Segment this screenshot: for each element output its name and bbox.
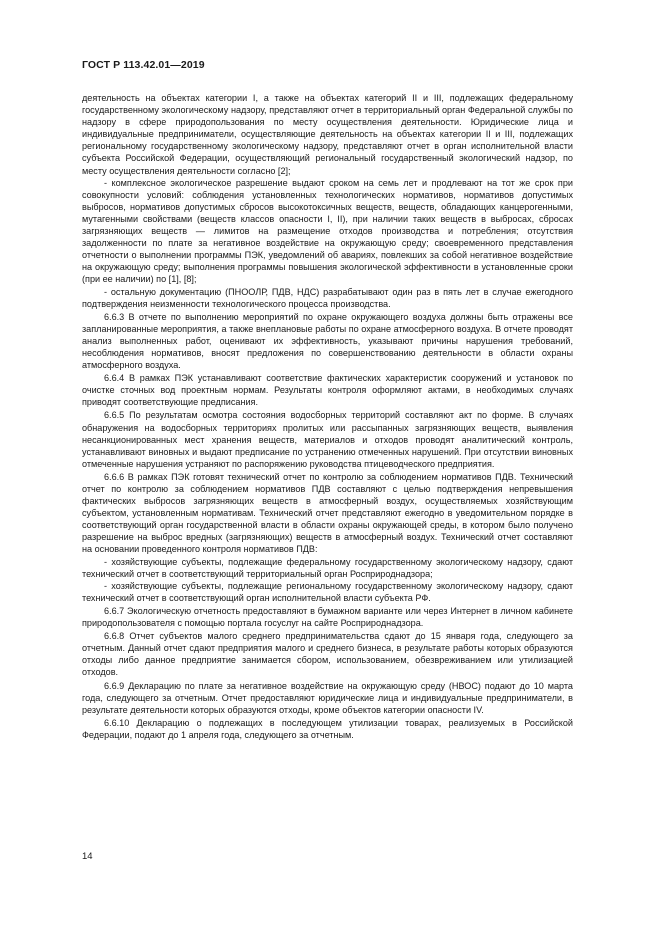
list-item-regional-subjects: - хозяйствующие субъекты, подлежащие региональному государственному экологическому надзору, сдают технический отчет в соответствующий орган исполнительной власти субъекта РФ. <box>82 580 573 603</box>
document-body <box>82 92 573 741</box>
clause-6-6-5: 6.6.5 По результатам осмотра состояния водосборных территорий составляют акт по форме. В случаях обнаружения на водосборных территориях пролитых или рассыпанных загрязняющих веществ, выявления несанкционированных мест хранения веществ, материалов и отходов проводят аналитический контроль, устанавливают виновных и выдают предписание по устранению отмеченных нарушений. При отсутствии виновных отмеченные нарушения устраняют по распоряжению руководства птицеводческого предприятия. <box>82 410 573 469</box>
clause-6-6-8: 6.6.8 Отчет субъектов малого среднего предпринимательства сдают до 15 января года, следующего за отчетным. Данный отчет сдают предприятия малого и среднего бизнеса, в результате работы которых образуются отходы либо данное предприятие занимается сбором, использованием, обезвреживанием или утилизацией отходов. <box>82 631 573 678</box>
list-item-other-docs: - остальную документацию (ПНООЛР, ПДВ, НДС) разрабатывают один раз в пять лет в случае ежегодного подтверждения неизменности технологического процесса производства. <box>82 286 573 309</box>
paragraph-continuation: деятельность на объектах категории I, а также на объектах категорий II и III, подлежащих федеральному государственному экологическому надзору, представляют отчет в территориальный орган Федеральной службы по надзору в сфере природопользования по месту осуществления деятельности. Юридические лица и индивидуальные предприниматели, осуществляющие деятельность на объектах категории II и III, подлежащих региональному государственному экологическому надзору, представляют отчет в орган исполнительной власти субъекта Российской Федерации, осуществляющий региональный государственный экологический надзор, по месту осуществления деятельности согласно [2]; <box>82 93 573 176</box>
list-item-complex-permit: - комплексное экологическое разрешение выдают сроком на семь лет и продлевают на тот же срок при совокупности условий: соблюдения установленных технологических нормативов, нормативов допустимых выбросов, нормативов допустимых сбросов высокотоксичных веществ, веществ, обладающих канцерогенными, мутагенными свойствами (веществ классов опасности I, II), при наличии таких веществ в выбросах, сбросах загрязняющих веществ — лимитов на размещение отходов производства и потребления; отсутствия задолженности по плате за негативное воздействие на окружающую среду; своевременного представления отчетности о выполнении программы ПЭК, уведомлений об авариях, повлекших за собой негативное воздействие на окружающую среду; выполнения программы повышения экологической эффективности в установленные сроки (при ее наличии) по [1], [8]; <box>82 177 573 285</box>
clause-6-6-7: 6.6.7 Экологическую отчетность предоставляют в бумажном варианте или через Интернет в личном кабинете природопользователя с помощью портала госуслуг на сайте Росприроднадзора. <box>82 605 573 629</box>
list-item-federal-subjects: - хозяйствующие субъекты, подлежащие федеральному государственному экологическому надзору, сдают технический отчет в соответствующий территориальный орган Росприроднадзора; <box>82 556 573 579</box>
page-number: 14 <box>82 851 93 862</box>
clause-6-6-6: 6.6.6 В рамках ПЭК готовят технический отчет по контролю за соблюдением нормативов ПДВ. Технический отчет по контролю за соблюдением нормативов ПДВ составляют с целью подтверждения непревышения фактических выбросов загрязняющих веществ в атмосферный воздух, осуществляемых хозяйствующим субъектом, установленным нормативам. Технический отчет представляют ежегодно в уведомительном порядке в соответствующий орган государственной власти в области охраны окружающей среды, в котором было получено разрешение на выброс вредных (загрязняющих) веществ в атмосферный воздух. Технический отчет составляют на основании проведенного контроля нормативов ПДВ: <box>82 471 573 555</box>
document-header: ГОСТ Р 113.42.01—2019 <box>82 59 205 71</box>
clause-6-6-9: 6.6.9 Декларацию по плате за негативное воздействие на окружающую среду (НВОС) подают до 10 марта года, следующего за отчетным. Отчет предоставляют юридические лица и индивидуальные предприниматели, в результате деятельности которых образуются отходы, кроме объектов категории опасности IV. <box>82 680 573 715</box>
clause-6-6-10: 6.6.10 Декларацию о подлежащих в последующем утилизации товарах, реализуемых в Российской Федерации, подают до 1 апреля года, следующего за отчетным. <box>82 717 573 740</box>
clause-6-6-3: 6.6.3 В отчете по выполнению мероприятий по охране окружающего воздуха должны быть отражены все запланированные мероприятия, а также внеплановые работы по охране атмосферного воздуха. В отчете проводят анализ выполненных работ, оценивают их эффективность, указывают причины нарушения требований, несоблюдения нормативов, вносят предложения по совершенствованию деятельности в области охраны атмосферного воздуха. <box>82 311 573 371</box>
clause-6-6-4: 6.6.4 В рамках ПЭК устанавливают соответствие фактических характеристик сооружений и установок по очистке сточных вод проектным нормам. Результаты контроля оформляют актами, в необходимых случаях приводят соответствующие предписания. <box>82 373 573 408</box>
